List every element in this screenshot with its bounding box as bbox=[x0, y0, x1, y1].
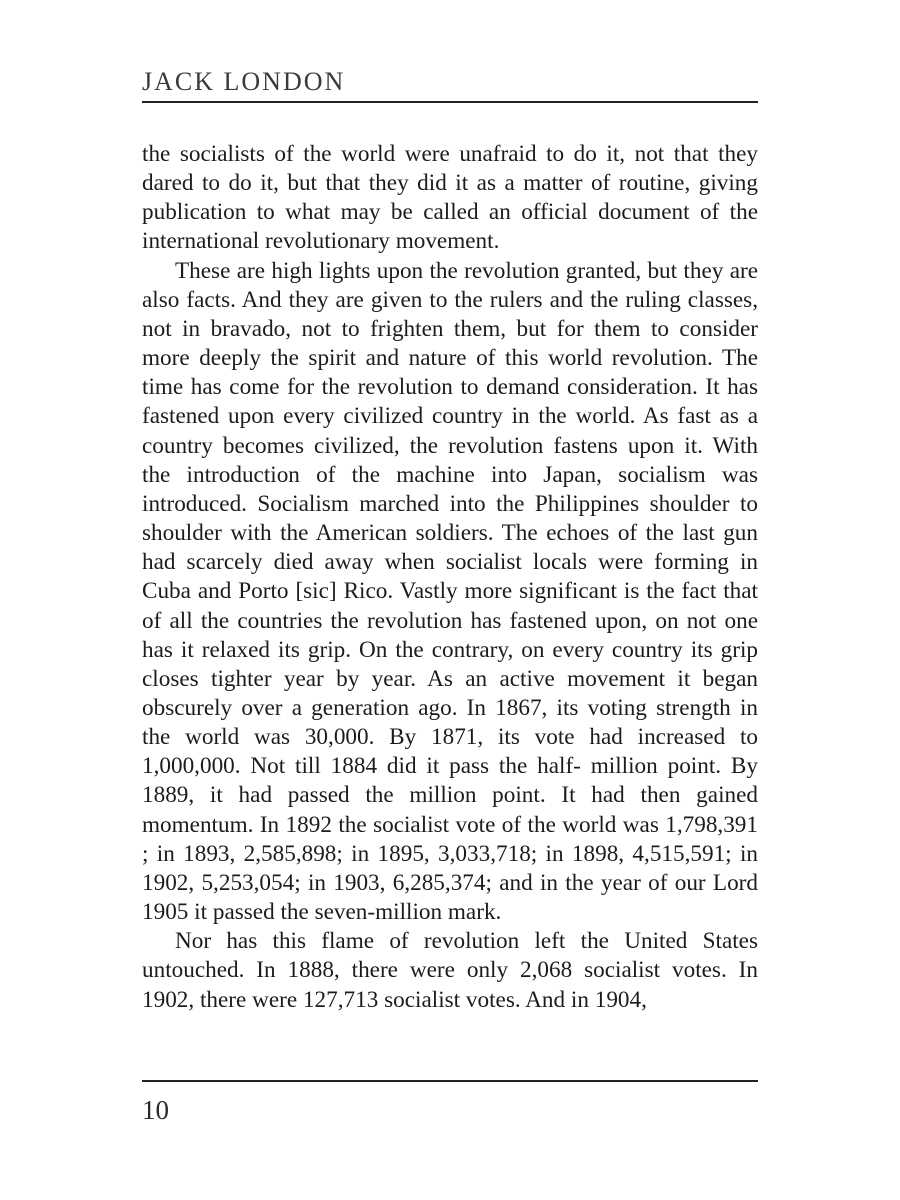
running-head-author: JACK LONDON bbox=[142, 67, 346, 96]
paragraph-high-lights: These are high lights upon the revolution granted, but they are also facts. And they are given to the rulers and the ruling classes, not in bravado, not to frighten them, but for them to consider more deeply the spirit and nature of this world revolution. The time has come for the revolution to demand consideration. It has fastened upon every civilized country in the world. As fast as a country becomes civilized, the revolution fastens upon it. With the introduction of the machine into Japan, socialism was introduced. Socialism marched into the Philippines shoulder to shoulder with the American soldiers. The echoes of the last gun had scarcely died away when socialist locals were forming in Cuba and Porto [sic] Rico. Vastly more significant is the fact that of all the countries the revolution has fastened upon, on not one has it relaxed its grip. On the contrary, on every country its grip closes tighter year by year. As an active movement it began obscurely over a generation ago. In 1867, its voting strength in the world was 30,000. By 1871, its vote had increased to 1,000,000. Not till 1884 did it pass the half- million point. By 1889, it had passed the million point. It had then gained momentum. In 1892 the socialist vote of the world was 1,798,391 ; in 1893, 2,585,898; in 1895, 3,033,718; in 1898, 4,515,591; in 1902, 5,253,054; in 1903, 6,285,374; and in the year of our Lord 1905 it passed the seven-million mark. bbox=[142, 257, 758, 926]
footer-rule bbox=[142, 1080, 758, 1082]
header-rule bbox=[142, 101, 758, 103]
page-number: 10 bbox=[142, 1095, 169, 1125]
paragraph-united-states: Nor has this flame of revolution left the United States untouched. In 1888, there were only 2,068 socialist votes. In 1902, there were 127,713 socialist votes. And in 1904, bbox=[142, 928, 758, 1013]
page-body bbox=[142, 140, 758, 1015]
paragraph-continuation: the socialists of the world were unafraid to do it, not that they dared to do it, but that they did it as a matter of routine, giving publication to what may be called an official document of the international revolutionary movement. bbox=[142, 141, 758, 255]
